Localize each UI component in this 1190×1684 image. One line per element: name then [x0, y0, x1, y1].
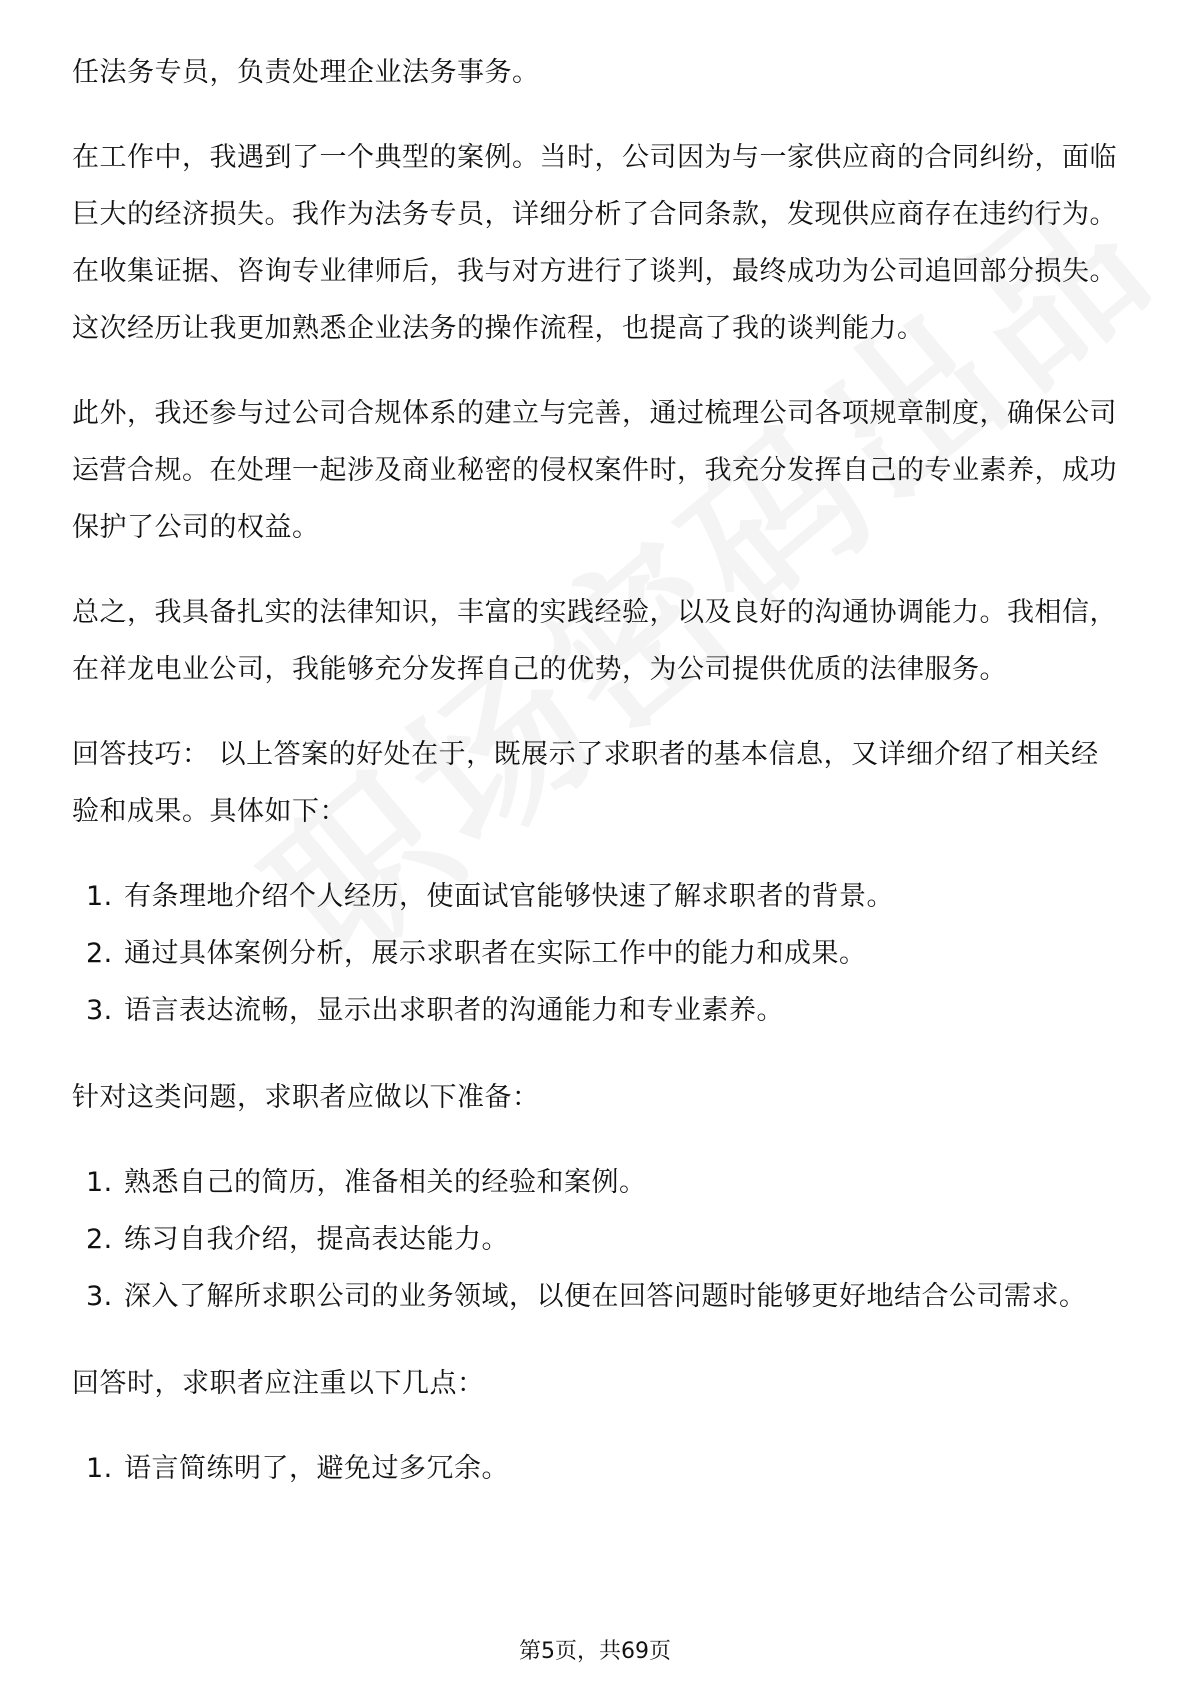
list-item [72, 1154, 1122, 1211]
list-number: 3. [86, 1281, 113, 1312]
list-number: 3. [86, 995, 113, 1026]
key-points-list [72, 1440, 1122, 1497]
paragraph-2: 在工作中，我遇到了一个典型的案例。当时，公司因为与一家供应商的合同纠纷，面临巨大的经济损失。我作为法务专员，详细分析了合同条款，发现供应商存在违约行为。在收集证据、咨询专业律师后，我与对方进行了谈判，最终成功为公司追回部分损失。这次经历让我更加熟悉企业法务的操作流程，也提高了我的谈判能力。 [72, 142, 1117, 344]
list-item [72, 925, 1122, 982]
paragraph-6: 针对这类问题，求职者应做以下准备： [72, 1082, 540, 1113]
document-body [72, 44, 1122, 1527]
list-item-text: 有条理地介绍个人经历，使面试官能够快速了解求职者的背景。 [124, 881, 894, 912]
list-item-text: 练习自我介绍，提高表达能力。 [124, 1224, 509, 1255]
list-item [72, 1211, 1122, 1268]
list-item [72, 982, 1122, 1039]
list-number: 2. [86, 938, 113, 969]
list-number: 1. [86, 881, 113, 912]
answer-tips-list [72, 868, 1122, 1039]
list-item-text: 通过具体案例分析，展示求职者在实际工作中的能力和成果。 [124, 938, 867, 969]
list-item-text: 语言表达流畅，显示出求职者的沟通能力和专业素养。 [124, 995, 784, 1026]
list-item-text: 熟悉自己的简历，准备相关的经验和案例。 [124, 1167, 647, 1198]
page-number: 第5页，共69页 [519, 1639, 671, 1664]
list-item [72, 868, 1122, 925]
paragraph-3: 此外，我还参与过公司合规体系的建立与完善，通过梳理公司各项规章制度，确保公司运营合规。在处理一起涉及商业秘密的侵权案件时，我充分发挥自己的专业素养，成功保护了公司的权益。 [72, 398, 1117, 543]
paragraph-1: 任法务专员，负责处理企业法务事务。 [72, 57, 540, 88]
paragraph-4: 总之，我具备扎实的法律知识，丰富的实践经验，以及良好的沟通协调能力。我相信，在祥龙电业公司，我能够充分发挥自己的优势，为公司提供优质的法律服务。 [72, 597, 1117, 685]
list-item-text: 深入了解所求职公司的业务领域，以便在回答问题时能够更好地结合公司需求。 [124, 1281, 1087, 1312]
list-number: 2. [86, 1224, 113, 1255]
list-number: 1. [86, 1453, 113, 1484]
list-item [72, 1268, 1122, 1325]
list-item-text: 语言简练明了，避免过多冗余。 [124, 1453, 509, 1484]
preparation-list [72, 1154, 1122, 1325]
paragraph-7: 回答时，求职者应注重以下几点： [72, 1368, 485, 1399]
list-number: 1. [86, 1167, 113, 1198]
list-item [72, 1440, 1122, 1497]
paragraph-5: 回答技巧： 以上答案的好处在于，既展示了求职者的基本信息，又详细介绍了相关经验和成果。具体如下： [72, 739, 1099, 827]
